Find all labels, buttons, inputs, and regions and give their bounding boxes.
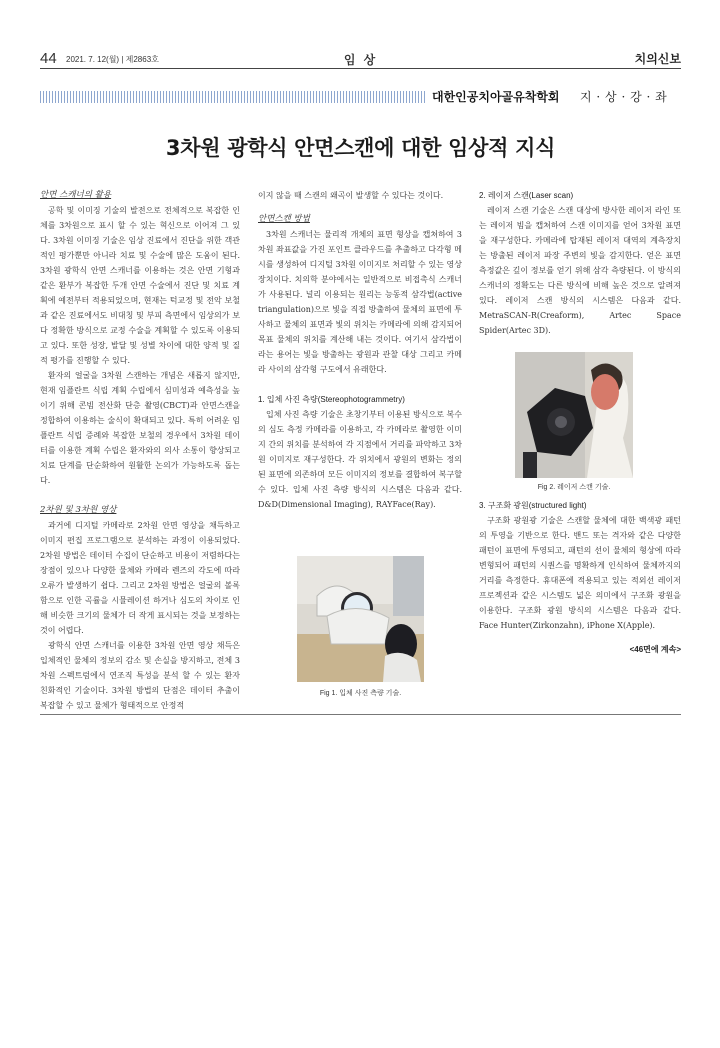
header-divider — [40, 68, 681, 69]
article-headline: 3차원 광학식 안면스캔에 대한 임상적 지식 — [165, 136, 556, 160]
paragraph: 입체 사진 측량 기술은 초창기부터 이용된 방식으로 복수의 심도 측정 카메라를 이용하고, 각 카메라로 촬영한 이미지 간의 위치를 분석하여 각 지점에서 거리를 파악하고 3차원 이미지로 재구성한다. 각 위치에서 광원의 변화는 정의된 표면에 의존하며 모든 이미지의 정보를 결합하여 복구할 수 있다. 입체 사진 측량 방식의 시스템은 다음과 같다. D&D(Dimensional Imaging), RAYFace(Ray). — [258, 410, 462, 509]
paragraph: 구조화 광원광 기술은 스캔할 물체에 대한 백색광 패턴의 투영을 기반으로 한다. 밴드 또는 격자와 같은 다양한 패턴이 표면에 투영되고, 패턴의 선이 물체의 형상에 따라 변형되어 패턴의 시퀀스를 명확하게 인식하여 물체까지의 거리를 측정한다. 휴대폰에 적용되고 있는 적외선 레이저 프로젝션과 같은 시스템도 넓은 의미에서 구조화 광원을 이용한다. 구조화 광원 방식의 시스템은 다음과 같다. Face Hunter(Zirkonzahn), iPhone X(Apple). — [479, 516, 681, 630]
page-number: 44 — [40, 50, 57, 67]
article-column-2 — [258, 188, 462, 512]
article-bottom-divider — [40, 714, 681, 715]
paragraph: 광학식 안면 스캐너를 이용한 3차원 안면 영상 채득은 입체적인 물체의 정보의 감소 및 손실을 방지하고, 전체 3차원 스펙트럼에서 연조직 특성을 분석 할 수 있는 환자 친화적인 기술이다. 3차원 방법의 단점은 데이터 추출이 복잡할 수 있고 물체가 형태적으로 안정적 — [40, 641, 240, 710]
subheading: 2차원 및 3차원 영상 — [40, 505, 117, 515]
paragraph: 환자의 얼굴을 3차원 스캔하는 개념은 새롭지 않지만, 현재 임플란트 식립 계획 수립에서 심미성과 예측성을 높이기 위해 콘빔 전산화 단층 촬영(CBCT)과 안면스캔을 정합하여 이용하는 술식이 확대되고 있다. 특히 어려운 임플란트 식립 증례와 복잡한 보철의 경우에서 3차원 데이터를 이용한 계획 수립은 환자와의 의사 소통이 향상되고 치료 단계를 단순화하여 원활한 논의가 가능하도록 돕는다. — [40, 371, 240, 485]
issue-date: 2021. 7. 12(월) | 제2863호 — [66, 55, 159, 64]
numbered-heading: 2. 레이저 스캔(Laser scan) — [479, 191, 574, 200]
paragraph: 과거에 디지털 카메라로 2차원 안면 영상을 채득하고 이미지 편집 프로그램으로 분석하는 과정이 이용되었다. 2차원 방법은 데이터 수집이 단순하고 비용이 저렴하다는 장점이 있으나 다양한 물체와 카메라 렌즈의 각도에 따라 오류가 발생하기 쉽다. 그리고 2차원 방법은 얼굴의 볼록함으로 인한 곡률을 시뮬레이션 하거나 심도의 차이로 인해 비슷한 크기의 물체가 더 작게 표시되는 것을 보정하는 것이 어렵다. — [40, 521, 240, 635]
figure-2-caption: Fig 2. 레이저 스캔 기술. — [537, 484, 611, 491]
paragraph: 이지 않을 때 스캔의 왜곡이 발생할 수 있다는 것이다. — [258, 191, 444, 200]
figure-2-photo — [515, 352, 633, 478]
page-header — [40, 48, 681, 70]
figure-1-caption: Fig 1. 입체 사진 측량 기술. — [319, 690, 402, 697]
paragraph: 3차원 스캐너는 물리적 개체의 표면 형상을 캡쳐하여 3차원 좌표값을 가진 포인트 클라우드를 추출하고 다각형 메시를 생성하여 디지털 3차원 이미지로 처리할 수 있는 영상 장치이다. 치의학 분야에서는 일반적으로 비접촉식 스캐너가 사용된다. 널리 이용되는 원리는 능동적 삼각법(active triangulation)으로 빛을 직접 방출하여 물체의 표면에 투사하고 물체의 표면과 빛의 위치는 카메라에 의해 감지되어 목표 물체의 위치를 계산해 내는 것이다. 여기서 삼각법이라는 용어는 빛을 방출하는 광원과 관찰 대상 그리고 카메라 사이의 삼각형 구도에서 유래한다. — [258, 230, 462, 374]
numbered-heading: 3. 구조화 광원(structured light) — [479, 501, 587, 510]
article-column-1 — [40, 188, 240, 713]
section-label: 임 상 — [343, 53, 378, 67]
decorative-stripes — [40, 91, 425, 103]
subheading: 안면스캔 방법 — [258, 214, 310, 224]
society-banner — [40, 90, 681, 104]
continued-note: <46면에 계속> — [629, 645, 681, 654]
column-name: 지 · 상 · 강 · 좌 — [580, 90, 668, 104]
paragraph: 레이저 스캔 기술은 스캔 대상에 방사한 레이저 라인 또는 레이저 빔을 캡쳐하여 스캔 이미지를 얻어 3차원 표면을 재구성한다. 카메라에 탑재된 레이저 대역의 계측장치는 방출된 레이저 파장 주변의 빛을 감지한다. 얻은 표면 측정값은 깊이 정보를 얻기 위해 삼각 측량된다. 이 방식의 스캐너의 정확도는 다른 방식에 비해 높은 것으로 알려져 있다. 레이저 스캔 방식의 시스템은 다음과 같다. MetraSCAN-R(Creaform), Artec Space Spider(Artec 3D). — [479, 206, 681, 335]
society-name: 대한인공치아골유착학회 — [432, 90, 560, 104]
subheading: 안면 스캐너의 활용 — [40, 190, 112, 200]
paragraph: 공학 및 이미징 기술의 발전으로 전체적으로 복잡한 인체를 3차원으로 표시 할 수 있는 혁신으로 이어져 그 있다. 3차원 이미징 기술은 임상 진료에서 진단을 위한 객관적인 평가뿐만 아니라 치료 및 수술에 많은 도움이 된다. 3차원 광학식 안면 스캐너를 이용하는 것은 안면 기형과 같은 환부가 복잡한 두개 안면 수술에서 진단 및 치료 계획에 예전부터 적용되었으며, 현재는 턱교정 및 전악 보철과 같은 진료에서도 비대칭 및 부피 측면에서 임상의가 보다 정확한 방식으로 교정 수술을 계획할 수 있도록 이용되고 있다. 또한 성장, 발달 및 성별 차이에 대한 양적 및 질적 평가를 진행할 수 있다. — [40, 206, 240, 365]
newspaper-masthead: 치의신보 — [634, 52, 681, 66]
figure-1-photo — [297, 556, 424, 682]
numbered-heading: 1. 입체 사진 측량(Stereophotogrammetry) — [258, 395, 405, 404]
